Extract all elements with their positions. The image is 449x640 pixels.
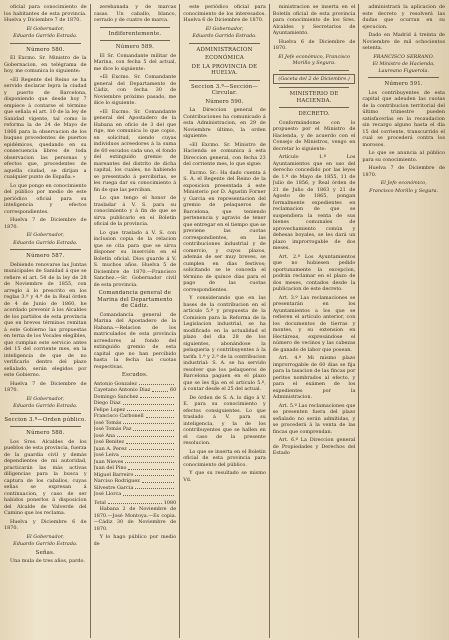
divider	[189, 80, 260, 81]
leader-dots	[129, 446, 174, 451]
section-heading: Señas.	[35, 549, 55, 556]
paragraph: Excmo. Sr.: Ha dado cuenta á S. A. el Regente del Reino de la exposicion presentada á este Ministerio por D. Agustin Forner y Garcia en representacion del gremio de pelaqueros de Barcelona, que teniendo pertenencia y agravio de tener que entregar en el tiempo que se previene las cuotas correspondientes, en las contribuciones industrial y de comercio, y cuyos plazos, además de ser muy breves, se cumplen en dias festivos; solicitando se le conceda el término de quince dias para el pago de las cuotas correspondientes.	[183, 169, 266, 293]
paragraph: El Excmo. Sr. Ministro de la Gobernacion, en telégrama de hoy, me comunica lo siguiente:	[4, 55, 87, 74]
column-1	[4, 4, 91, 638]
leader-dots	[140, 394, 174, 399]
signature-line: El Jefe económico,	[380, 180, 427, 186]
divider	[10, 43, 81, 44]
row-name: Francisco Carbonell	[93, 413, 144, 419]
paragraph: Y que su resultado se mismo Vd.	[183, 470, 266, 483]
leader-dots	[135, 472, 174, 477]
paragraph: «El Excmo. Sr. Comandante general del Departamento de Cádiz, con fecha 30 de Noviembre próximo pasado, me dice lo siguiente.	[93, 74, 177, 106]
total-label: Total	[93, 499, 106, 506]
section-heading: Comandancia general de Marina del Departamento de Cádiz.	[97, 290, 173, 309]
divider	[279, 70, 350, 71]
divider	[279, 107, 350, 108]
section-heading: Número 580.	[26, 46, 65, 53]
leader-dots	[123, 420, 174, 425]
table-heading: Escudos.	[121, 372, 148, 378]
column-4	[273, 4, 360, 638]
signature-line: Eduardo Garrido Estrada.	[192, 33, 257, 39]
paragraph: Debiendo renovarse las Juntas municipales de Sanidad á que se refiere el art. 54 de la ley de 28 de Noviembre de 1855, con arreglo á lo prescrito en los reglas 3.ª y 4.ª de la Real órden de 4 de Junio de 1860, he acordado prevenir á los Alcaldes de los partidos de esta provincia que en breves términos remitan á este Gobierno las propuestas en terna de los Vocales elegibles, que cumplan este servicio antes del 15 del corriente mes, en la inteligencia de que de no verificarlo dentro del plazo señalado, serán elegidos por este Gobierno.	[4, 261, 87, 378]
paragraph: Art. 4.º Mi mismo plazo improrrogable de 60 dias se fija para la tasacion de las fincas por peritos nombrados al efecto, y para el exámen de los expedientes por la Administracion.	[272, 355, 356, 400]
paragraph: Artículo 1.º Los Ayuntamientos que en uso del derecho concedido por las leyes de 1.º de Mayo de 1855, 11 de Julio de 1856, y Real órden de 21 de Julio de 1863 y 21 de Agosto de 1865, pongan formalmente expedientes en reclamacion de que se suspendiera la venta de sus bienes comunales de aprovechamiento común y dehesas boyales, se les dará un plazo improrrogable de dos meses.	[272, 154, 356, 251]
signature-line: El Jefe económico, Francisco Morillo y Segura.	[278, 53, 350, 66]
paragraph: Los Sres. Alcaldes de los pueblos de esta provincia, fuerza de la guardia civil y demás dependientes de mi autoridad, practicarán las más activas diligencias para la busca y captura de los caballos, cuyas señas se expresan á continuacion, y caso de ser habidos ponerlos á disposicion del Alcalde de Valverde del Camino que los reclama.	[4, 438, 87, 516]
leader-dots	[146, 413, 175, 418]
section-heading: Número 587.	[26, 253, 65, 259]
column-3	[183, 4, 270, 638]
total-value: 1080	[163, 499, 177, 506]
leader-dots	[127, 407, 174, 412]
paragraph: Y lo hago público por medio de	[93, 534, 177, 547]
paragraph: Los contribuyentes de esta capital que adeuden las cuotas de la contribucion territorial del último trimestre pueden satisfacerlas en la recaudacion sin recargo alguno hasta el dia 15 del corriente, transcurrido el cual se procederá contra los morosos.	[362, 89, 445, 148]
signature-line: El Gobernador,	[205, 25, 244, 32]
leader-dots	[139, 381, 174, 386]
leader-dots	[108, 500, 162, 505]
leader-dots	[135, 485, 174, 490]
leader-dots	[117, 433, 174, 438]
paragraph: este periódico oficial para conocimiento de los interesados. Huelva 6 de Diciembre de 1870.	[183, 4, 266, 23]
signature-line: El Gobernador,	[26, 533, 64, 540]
paragraph: Lo que traslado á V. S. con inclusion copia de la relacion que se cita para que se sirva disponer su inserción en el Boletín oficial. Dios guarde á V. S. muchos años. Huelva 5 de Diciembre de 1870.—Francisco Sanchez.—Sr. Gobernador civil de esta provincia.	[93, 229, 177, 288]
section-heading: Número 589.	[115, 44, 154, 50]
row-name: José Tomás Paz	[93, 426, 132, 432]
section-heading: Seccion 3.ª—Orden público.	[4, 416, 87, 423]
section-heading: Seccion 3.ª—Sección—Circular.	[191, 83, 258, 96]
signature-line: Francisco Morillo y Segura.	[369, 187, 439, 194]
leader-dots	[152, 387, 168, 392]
paragraph: Art. 3.º Las reclamaciones se presentarán en los Ayuntamientos a los que se refieren el artículo anterior, con los documentos de tierras y montes, y su extension en Hectáreas, expresándose el número de vecinos y las cabezas de ganado de labor que posean.	[272, 294, 356, 353]
signature-line: El Ministro de Hacienda, Laureano Figuerola.	[372, 61, 435, 74]
paragraph: administrará la aplicacion de este decreto y resolverá las dudas que ocurran en su ejecucion.	[362, 4, 445, 30]
divider	[10, 249, 81, 250]
row-name: Antonio Gonzalez	[93, 380, 137, 387]
section-heading: Número 591.	[384, 81, 423, 87]
signature-line: El Gobernador,	[26, 395, 64, 402]
paragraph: Habana 2 de Noviembre de 1870.—José Montoya.—Es copia.—Cádiz 30 de Noviembre de 1870.	[93, 506, 177, 532]
paragraph: La Direccion general de Contribuciones ha comunicado á esta Administracion, en 29 de Noviembre último, la orden siguiente:	[183, 107, 266, 139]
row-name: Juan del Pino	[93, 465, 127, 471]
paragraph: El Sr. Comandante militar de Marina, con fecha 5 del actual, me dice lo siguiente:	[93, 52, 177, 72]
row-name: Silvestre Garcia	[93, 484, 134, 491]
paragraph: zerebanada y de marcas casas. Un caballo, blanco, cerrado y de cuatro de marca.	[93, 4, 177, 23]
row-name: Diego Diaz	[93, 400, 121, 406]
row-name: Felipe Lopez	[93, 406, 126, 413]
signature-line: Eduardo Garrido Estrada.	[13, 33, 78, 39]
section-heading: Número 590.	[205, 98, 244, 105]
leader-dots	[128, 465, 174, 470]
row-name: José Tomás	[93, 419, 122, 426]
paragraph: «El Regente del Reino se ha servido declarar lepra la ciudad y puerto de Barcelona, disponiendo que desde hoy 7 empiece á contarse el término que señala el art. 10 de la ley de Sanidad vigente, tal como lo reforma la de 24 de Mayo de 1866 para la observacion de los buques procedentes de puertos epidémicos, quedando en su consecuencia libres de toda observacion las personas y efectos que, procedentes de aquella ciudad, se dirijan a cualquier punto de España.»	[4, 76, 87, 180]
paragraph: Huelva y Diciembre 6 de 1870.	[4, 518, 87, 531]
divider	[279, 87, 350, 88]
paragraph: Art. 2.º Los Ayuntamientos que no hubiesen pedido oportunamente la excepcion, podrán reclamar en el plazo de dos meses, contados desde la publicacion de este decreto.	[272, 253, 356, 292]
row-value: 60	[169, 387, 177, 393]
leader-dots	[142, 478, 174, 483]
signature-line: FRANCISCO SERRANO.	[373, 53, 434, 60]
paragraph: Lo que se anuncia al público para su conocimiento.	[362, 150, 445, 163]
section-heading: DE LA PROVINCIA DE HUELVA.	[191, 63, 258, 76]
column-2	[94, 4, 181, 638]
divider	[100, 27, 171, 28]
paragraph: «El Excmo. Sr. Ministro de Hacienda se comunica á esta Direccion general, con fecha 23 del corriente mes, lo que sigue:	[183, 141, 266, 167]
row-name: José Benitez	[93, 439, 125, 445]
section-heading: DECRETO.	[298, 111, 330, 117]
paragraph: Huelva 7 de Diciembre de 1870.	[362, 165, 445, 178]
column-5	[362, 4, 445, 638]
leader-dots	[123, 491, 174, 496]
paragraph: Art. 6.º La Direccion general de Propiedades y Derechos del Estado	[272, 437, 356, 456]
section-heading: Número 588.	[26, 430, 65, 436]
leader-dots	[126, 439, 174, 444]
leader-dots	[123, 400, 175, 405]
table-row	[94, 491, 177, 498]
section-heading: ECONÓMICA	[204, 55, 245, 61]
paragraph: Dado en Madrid á treinta de Noviembre de mil ochocientos setenta.	[362, 32, 445, 51]
creditors-table	[94, 381, 177, 498]
paragraph: ministracion se inserta en el Boletín oficial de esta provincia para conocimiento de los Sres. Alcaldes y Secretarios de Ayuntamiento.	[272, 4, 356, 36]
leader-dots	[125, 459, 174, 464]
paragraph: Huelva 7 de Diciembre de 1870.	[4, 217, 87, 230]
divider	[10, 426, 81, 427]
divider	[10, 413, 81, 414]
section-heading: MINISTERIO DE HACIENDA.	[289, 91, 339, 104]
paragraph: Lo que pongo en conocimiento del público por medio de este periódico oficial para su inteligencia y efectos correspondientes.	[4, 182, 87, 215]
leader-dots	[133, 426, 174, 431]
row-name: José Leiva	[93, 452, 119, 458]
paragraph: Huelva 7 de Diciembre de 1870.	[4, 380, 87, 393]
leader-dots	[121, 452, 174, 457]
divider	[189, 43, 260, 44]
signature-line: El Gobernador,	[26, 25, 64, 32]
divider	[100, 40, 171, 41]
row-name: José Ana	[93, 432, 116, 439]
paragraph: Una mula de tres años, pardo.	[10, 558, 85, 564]
paragraph: «El Excmo. Sr. Comandante general del Apostadero de la Habana en oficio de 3 del que rige, me comunica lo que copio, en solicitud, siendo cuyas individuos acreedores á la suma de 60 escudos cada uno, el fondo del extinguido gremio de mareantes del distrito de dicha capital, los cuales, no habiendo se presentado á percibirlas, se les ruega dar su conocimiento á fin de que las perciban.	[93, 108, 177, 193]
paragraph: Y considerando que en las bases de la contribucion en el artículo 5.º y propuesta de la Comision para la Reforma de la Legislacion industrial, se ha modificado en la actualidad el plazo del dia 28 de los siguientes, abonándose la pelaqueria y contribuyentes á la tarifa 1.ª y 2.ª de la contribucion industrial: S. A. se ha servido resolver que los pelaqueros de Barcelona paguen en el plazo que se les fija en el artículo 5.º, á contar desde el 25 del actual.	[183, 295, 266, 392]
section-heading: Indiferentemente.	[108, 30, 162, 37]
paragraph: Comandancia general de Marina del Apostadero de la Habana.—Relacion de los matriculados de esta provincia acreedores al fondo del extinguido gremio de esta capital que no han percibido hasta la fecha las cuotas respectivas.	[93, 311, 177, 370]
paragraph: oficial para conocimiento de los habitantes de esta provincia. Huelva y Diciembre 7 de 1870.	[4, 4, 87, 23]
row-name: José Llorca	[93, 491, 122, 497]
row-name: Juan Nieves	[93, 458, 124, 465]
paragraph: Lo que tengo el honor de trasladar á V. S. para su conocimiento y á fin de que se sirva publicarlo en el Boletín oficial de la provincia.	[93, 195, 177, 227]
row-name: Cayetano Antonio Diaz	[93, 387, 151, 393]
row-name: Miguel Barreiro	[93, 471, 134, 478]
section-heading: ADMINISTRACION	[196, 46, 253, 53]
paragraph: Conformándome con lo propuesto por el Ministro de Hacienda, y de acuerdo con el Consejo de Ministros, vengo en decretar lo siguiente:	[272, 119, 356, 152]
signature-line: Eduardo Garrido Estrada.	[13, 403, 78, 409]
divider	[368, 77, 439, 78]
row-name: Domingo Sanchez	[93, 393, 139, 400]
paragraph: Art. 5.º Las reclamaciones que se presenten fuera del plazo señalado no serán admitidas, y se procederá á la venta de las fincas que comprendan.	[272, 402, 356, 435]
paragraph: De órden de S. A. lo digo á V. E. para su conocimiento y efectos consiguientes. Lo que traslado á V. para su inteligencia, y la de los contribuyentes que se hallen en el caso de la presente resolucion.	[183, 394, 266, 446]
paragraph: Huelva 6 de Diciembre de 1870.	[272, 38, 356, 51]
paragraph: Lo que se inserta en el Boletín oficial de esta provincia para conocimiento del público.	[183, 448, 266, 468]
gazette-reference-box: (Gaceta del 2 de Diciembre.)	[273, 74, 356, 85]
signature-line: El Gobernador,	[26, 232, 64, 238]
row-name: Juan A. Perez	[93, 445, 127, 452]
signature-line: Eduardo Garrido Estrada.	[13, 541, 78, 547]
row-name: Narciso Rodriguez	[93, 478, 140, 484]
signature-line: Eduardo Garrido Estrada.	[13, 239, 78, 246]
